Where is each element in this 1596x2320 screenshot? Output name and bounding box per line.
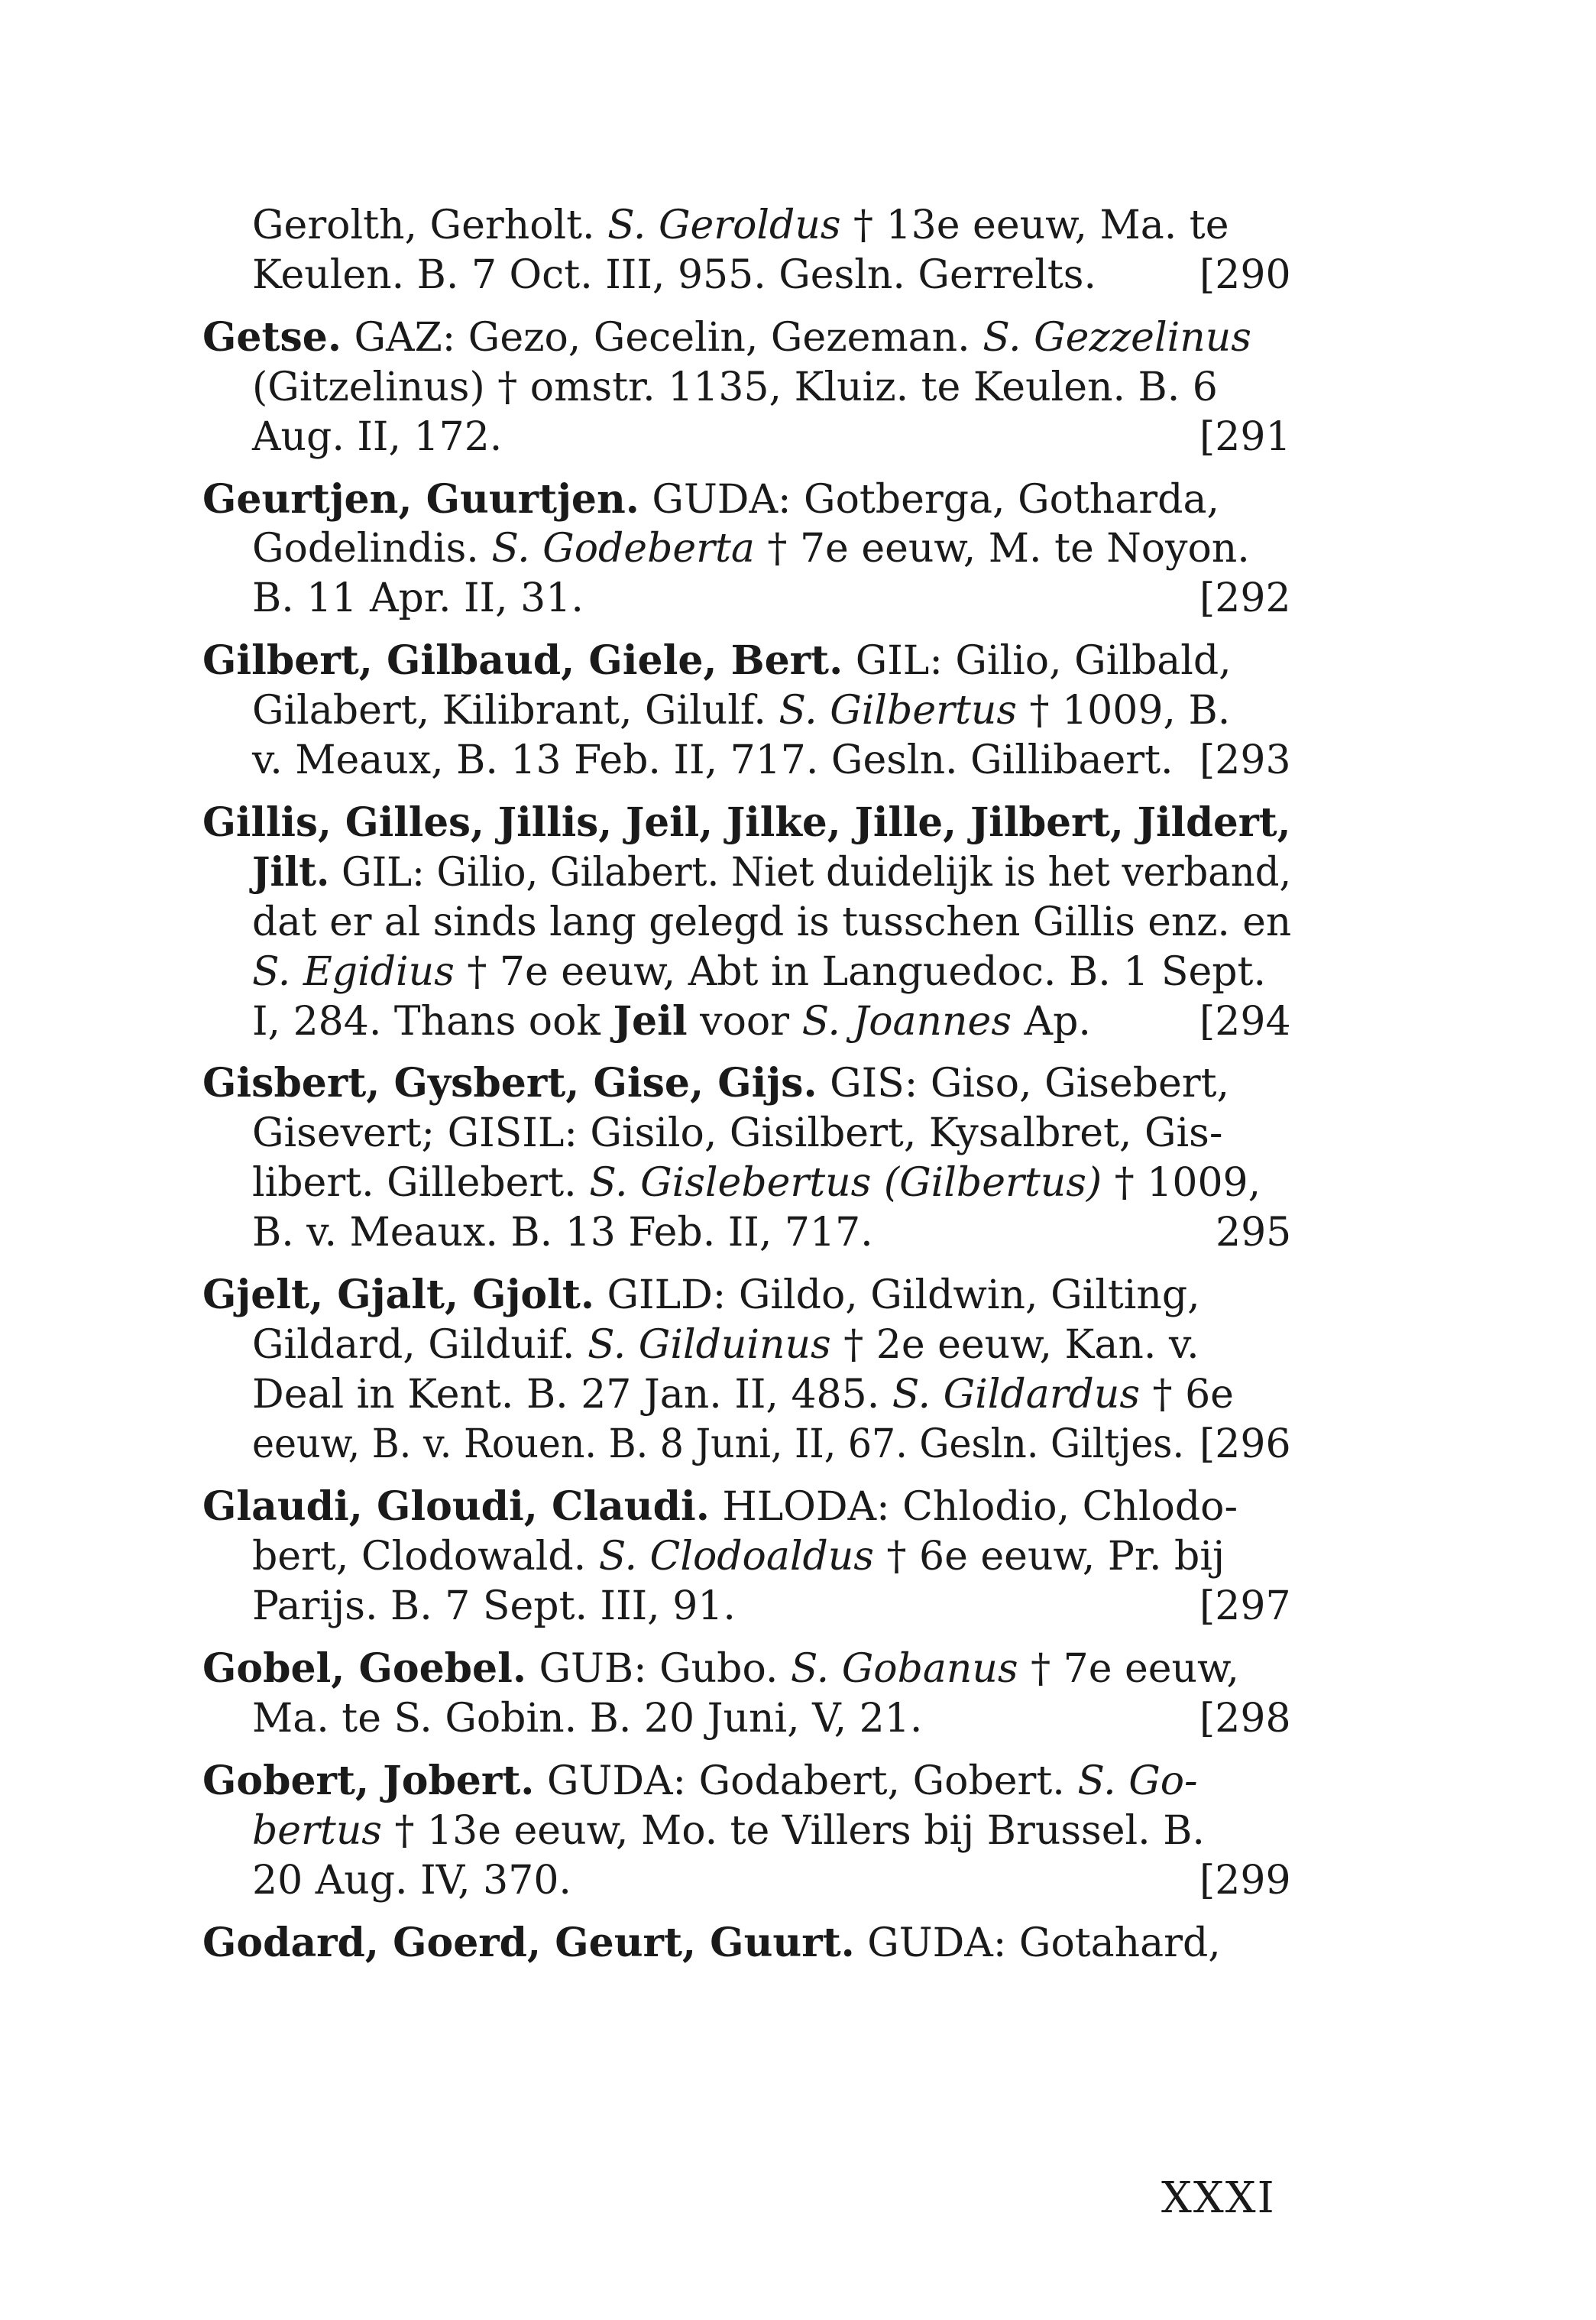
entry-number: [292 [1199,575,1291,621]
entry-text: † 13e eeuw, Mo. te Villers bij Brussel. B. [382,1808,1205,1854]
entry-text: HLODA: Chlodio, Chlodo- [709,1484,1238,1530]
saint-name: Gislebertus (Gilbertus) [640,1160,1102,1206]
entry-text: B. v. Meaux. B. 13 Feb. II, 717. [252,1210,873,1256]
entry-text [1021,315,1034,361]
entry-text [829,1646,842,1692]
headword: Geurtjen, Guurtjen. [202,476,639,523]
saint-name: Gezzelinus [1034,315,1251,361]
headword: Glaudi, Gloudi, Claudi. [202,1483,710,1530]
entry-text: GIL: Gilio, Gilabert. Niet duidelijk is het verband, [329,850,1292,896]
entry-text: GIS: Giso, Gisebert, [817,1061,1230,1107]
text-line [252,414,502,460]
entry-number: [296 [1199,1421,1291,1467]
entry-number: [294 [1199,999,1291,1045]
entry-text [931,1372,944,1418]
saint-name: bertus [252,1808,382,1854]
entry-text: eeuw, B. v. Rouen. B. 8 Juni, II, 67. Gesln. Giltjes. [252,1421,1185,1467]
entry-text [530,526,543,572]
saint-name: S. [1077,1758,1116,1804]
entry-text [628,1160,641,1206]
entry-text: GUB: Gubo. [526,1646,791,1692]
entry-text: Gisevert; GISIL: Gisilo, Gisilbert, Kysalbret, Gis- [252,1110,1223,1156]
headword: Gisbert, Gysbert, Gise, Gijs. [202,1060,817,1107]
text-line [252,1372,1234,1418]
entry-text: GUDA: Gotberga, Gotharda, [639,477,1219,523]
text-line [252,999,1091,1045]
entry-text: † 2e eeuw, Kan. v. [830,1322,1199,1368]
text-line [252,526,1250,572]
entry-number: [298 [1199,1696,1291,1742]
text-line [202,800,1291,846]
entry-text [626,1322,639,1368]
entry-text: † 1009, B. [1017,688,1231,734]
entry-text: Ap. [1012,999,1091,1045]
text-line [202,477,1219,523]
entry-text: Gildard, Gilduif. [252,1322,588,1368]
entry-text [637,1534,650,1580]
entry-text: Keulen. B. 7 Oct. III, 955. Gesln. Gerrelts. [252,252,1096,298]
entry-text: 20 Aug. IV, 370. [252,1858,571,1904]
entry-text [840,999,853,1045]
entry-number: [290 [1199,252,1291,298]
text-line [252,850,1291,896]
text-line [202,638,1232,684]
text-line [252,252,1096,298]
text-line [252,737,1174,783]
saint-name: S. [790,1646,830,1692]
headword: Getse. [202,314,342,361]
text-line [252,1858,571,1904]
saint-name: S. [252,949,291,995]
text-line [202,1920,1221,1966]
headword: Gillis, Gilles, Jillis, Jeil, Jilke, Jille, Jilbert, Jildert, [202,799,1291,846]
saint-name: S. [779,688,817,734]
entry-text: v. Meaux, B. 13 Feb. II, 717. Gesln. Gillibaert. [252,737,1174,783]
entry-text: † 7e eeuw, Abt in Languedoc. B. 1 Sept. [454,949,1266,995]
entry-text: † 6e [1140,1372,1234,1418]
entry-text: Ma. te S. Gobin. B. 20 Juni, V, 21. [252,1696,923,1742]
saint-name: S. [589,1160,628,1206]
saint-name: Go- [1128,1758,1198,1804]
text-line [252,1322,1199,1368]
saint-name: Egidius [303,949,455,995]
entry-text [646,203,659,248]
entry-text: † 7e eeuw, [1018,1646,1239,1692]
text-line [252,688,1230,734]
text-line [252,575,584,621]
entry-text: Aug. II, 172. [252,414,503,460]
text-line [252,1110,1222,1156]
entry-text: B. 11 Apr. II, 31. [252,575,584,621]
headword: Gilbert, Gilbaud, Giele, Bert. [202,637,843,684]
headword: Gjelt, Gjalt, Gjolt. [202,1272,594,1318]
saint-name: S. [587,1322,626,1368]
saint-name: Geroldus [658,203,841,248]
headword: Jilt. [252,849,330,896]
entry-text: Deal in Kent. B. 27 Jan. II, 485. [252,1372,892,1418]
entry-text: GAZ: Gezo, Gecelin, Gezeman. [341,315,983,361]
saint-name: S. [598,1534,637,1580]
saint-name: S. [801,999,840,1045]
entry-text: voor [687,999,802,1045]
saint-name: S. [607,203,646,248]
entry-number: [291 [1199,414,1291,460]
headword: Gobel, Goebel. [202,1645,526,1692]
saint-name: S. [983,315,1021,361]
text-line [202,315,1251,361]
entry-number: 295 [1216,1210,1292,1256]
text-line [202,1646,1239,1692]
saint-name: Gobanus [841,1646,1018,1692]
saint-name: Godeberta [542,526,755,572]
saint-name: Gilduinus [638,1322,831,1368]
entry-text: Parijs. B. 7 Sept. III, 91. [252,1583,736,1629]
text-line [252,1210,873,1256]
text-line [252,1534,1225,1580]
entry-text: bert, Clodowald. [252,1534,599,1580]
entry-text: I, 284. Thans ook [252,999,613,1045]
entry-number: [297 [1199,1583,1291,1629]
entry-text: † 7e eeuw, M. te Noyon. [754,526,1250,572]
text-line [202,1272,1200,1318]
entry-text [290,949,303,995]
entry-text: † 6e eeuw, Pr. bij [873,1534,1225,1580]
entry-text: GUDA: Gotahard, [854,1920,1221,1966]
text-line [252,203,1229,248]
text-line [252,1160,1261,1206]
headword: Godard, Goerd, Geurt, Guurt. [202,1920,855,1966]
entry-text: libert. Gillebert. [252,1160,590,1206]
entry-text: Gerolth, Gerholt. [252,203,608,248]
entry-number: [299 [1199,1858,1291,1904]
text-line [252,1696,922,1742]
text-line [252,1808,1205,1854]
entry-text: dat er al sinds lang gelegd is tusschen Gillis enz. en [252,899,1292,945]
entry-text: GILD: Gildo, Gildwin, Gilting, [594,1272,1200,1318]
headword: Jeil [613,998,688,1045]
text-line [202,1758,1198,1804]
saint-name: Gildardus [943,1372,1141,1418]
entry-text [1116,1758,1129,1804]
text-line [252,899,1291,945]
entry-number: [293 [1199,737,1291,783]
text-line [202,1061,1229,1107]
entry-text [817,688,830,734]
text-line [252,949,1266,995]
entry-text: † 13e eeuw, Ma. te [840,203,1229,248]
page-number: XXXI [1161,2173,1276,2223]
entry-text: Gilabert, Kilibrant, Gilulf. [252,688,779,734]
entry-text: † 1009, [1102,1160,1261,1206]
headword: Gobert, Jobert. [202,1758,535,1804]
entry-text: GIL: Gilio, Gilbald, [843,638,1232,684]
text-line [252,1421,1184,1467]
saint-name: S. [491,526,530,572]
entry-text: (Gitzelinus) † omstr. 1135, Kluiz. te Keulen. B. 6 [252,365,1218,410]
text-line [252,365,1218,410]
entry-text: Godelindis. [252,526,492,572]
text-line [202,1484,1238,1530]
saint-name: S. [892,1372,931,1418]
entry-text: GUDA: Godabert, Gobert. [534,1758,1078,1804]
saint-name: Joannes [853,999,1012,1045]
saint-name: Gilbertus [830,688,1018,734]
text-line [252,1583,736,1629]
saint-name: Clodoaldus [649,1534,874,1580]
